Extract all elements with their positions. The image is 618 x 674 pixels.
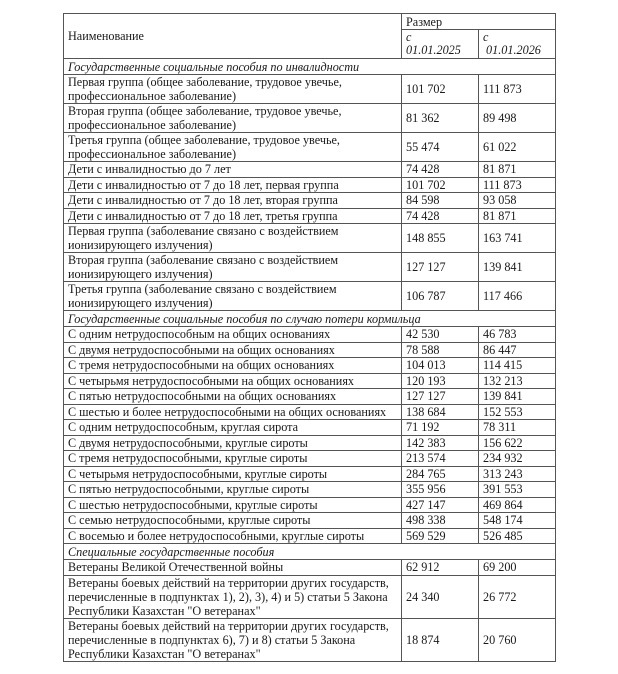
benefit-name: С четырьмя нетрудоспособными на общих основаниях [64,373,402,389]
benefit-name: С двумя нетрудоспособными на общих основаниях [64,342,402,358]
amount-2025: 284 765 [402,466,479,482]
benefit-name: Первая группа (заболевание связано с воздействием ионизирующего излучения) [64,224,402,253]
amount-2026: 78 311 [479,420,556,436]
amount-2025: 127 127 [402,253,479,282]
table-row [64,224,556,253]
amount-2026: 152 553 [479,404,556,420]
benefit-name: С шестью нетрудоспособными, круглые сироты [64,497,402,513]
amount-2025: 569 529 [402,528,479,544]
table-row [64,193,556,209]
amount-2026: 234 932 [479,451,556,467]
benefit-name: С пятью нетрудоспособными, круглые сироты [64,482,402,498]
benefit-name: Дети с инвалидностью от 7 до 18 лет, вторая группа [64,193,402,209]
amount-2025: 427 147 [402,497,479,513]
benefit-name: С пятью нетрудоспособными на общих основаниях [64,389,402,405]
table-row [64,466,556,482]
amount-2026: 117 466 [479,282,556,311]
amount-2026: 81 871 [479,208,556,224]
benefit-name: Ветераны боевых действий на территории других государств, перечисленные в подпунктах 6), 7) и 8) статьи 5 Закона Республики Казахстан "О ветеранах" [64,618,402,661]
amount-2025: 42 530 [402,327,479,343]
benefit-name: С шестью и более нетрудоспособными на общих основаниях [64,404,402,420]
amount-2026: 61 022 [479,133,556,162]
amount-2025: 355 956 [402,482,479,498]
amount-2025: 101 702 [402,177,479,193]
header-name: Наименование [64,14,402,59]
amount-2026: 313 243 [479,466,556,482]
header-date-2025 [402,30,479,59]
table-row [64,208,556,224]
amount-2025: 74 428 [402,162,479,178]
amount-2025: 55 474 [402,133,479,162]
table-row [64,358,556,374]
table-row [64,177,556,193]
amount-2026: 114 415 [479,358,556,374]
benefit-name: С одним нетрудоспособным на общих основаниях [64,327,402,343]
benefit-name: Дети с инвалидностью до 7 лет [64,162,402,178]
amount-2026: 132 213 [479,373,556,389]
table-row [64,282,556,311]
section-title: Специальные государственные пособия [64,544,556,560]
benefit-name: Дети с инвалидностью от 7 до 18 лет, первая группа [64,177,402,193]
amount-2026: 391 553 [479,482,556,498]
amount-2025: 120 193 [402,373,479,389]
table-row [64,133,556,162]
amount-2026: 111 873 [479,75,556,104]
amount-2026: 20 760 [479,618,556,661]
benefit-name: Дети с инвалидностью от 7 до 18 лет, третья группа [64,208,402,224]
table-row [64,618,556,661]
table-row [64,420,556,436]
amount-2025: 106 787 [402,282,479,311]
table-row [64,104,556,133]
benefit-name: С одним нетрудоспособным, круглая сирота [64,420,402,436]
table-row [64,560,556,576]
amount-2025: 498 338 [402,513,479,529]
date-prefix: с [406,30,412,44]
amount-2025: 71 192 [402,420,479,436]
table-row [64,327,556,343]
amount-2025: 62 912 [402,560,479,576]
amount-2025: 18 874 [402,618,479,661]
header-date-2026 [479,30,556,59]
table-row [64,435,556,451]
benefit-name: С четырьмя нетрудоспособными, круглые сироты [64,466,402,482]
table-body [64,59,556,662]
amount-2026: 469 864 [479,497,556,513]
amount-2025: 78 588 [402,342,479,358]
table-row [64,404,556,420]
amount-2026: 111 873 [479,177,556,193]
date-value: 01.01.2025 [406,43,461,57]
table-row [64,482,556,498]
amount-2026: 156 622 [479,435,556,451]
table-row [64,75,556,104]
benefit-name: Ветераны боевых действий на территории других государств, перечисленные в подпунктах 1), 2), 3), 4) и 5) статьи 5 Закона Республики Казахстан "О ветеранах" [64,575,402,618]
amount-2026: 26 772 [479,575,556,618]
amount-2025: 74 428 [402,208,479,224]
benefit-name: С тремя нетрудоспособными на общих основаниях [64,358,402,374]
benefit-name: Вторая группа (общее заболевание, трудовое увечье, профессиональное заболевание) [64,104,402,133]
amount-2025: 81 362 [402,104,479,133]
amount-2025: 138 684 [402,404,479,420]
section-header-row [64,544,556,560]
amount-2026: 139 841 [479,389,556,405]
amount-2026: 526 485 [479,528,556,544]
benefit-name: С тремя нетрудоспособными, круглые сироты [64,451,402,467]
header-size: Размер [402,14,556,30]
amount-2026: 548 174 [479,513,556,529]
amount-2026: 139 841 [479,253,556,282]
benefit-name: С семью нетрудоспособными, круглые сироты [64,513,402,529]
amount-2026: 46 783 [479,327,556,343]
benefit-name: Ветераны Великой Отечественной войны [64,560,402,576]
date-prefix: с [483,30,489,44]
amount-2025: 84 598 [402,193,479,209]
table-row [64,162,556,178]
amount-2026: 89 498 [479,104,556,133]
amount-2026: 81 871 [479,162,556,178]
table-row [64,497,556,513]
table-row [64,389,556,405]
date-value: 01.01.2026 [486,43,541,57]
table-row [64,253,556,282]
amount-2026: 69 200 [479,560,556,576]
amount-2025: 142 383 [402,435,479,451]
benefit-name: Третья группа (заболевание связано с воздействием ионизирующего излучения) [64,282,402,311]
amount-2025: 104 013 [402,358,479,374]
benefits-table [63,13,556,662]
section-header-row [64,311,556,327]
benefit-name: С двумя нетрудоспособными, круглые сироты [64,435,402,451]
amount-2025: 148 855 [402,224,479,253]
amount-2026: 163 741 [479,224,556,253]
amount-2025: 213 574 [402,451,479,467]
table-row [64,528,556,544]
benefit-name: Первая группа (общее заболевание, трудовое увечье, профессиональное заболевание) [64,75,402,104]
amount-2025: 101 702 [402,75,479,104]
table-row [64,373,556,389]
benefit-name: Вторая группа (заболевание связано с воздействием ионизирующего излучения) [64,253,402,282]
section-title: Государственные социальные пособия по случаю потери кормильца [64,311,556,327]
amount-2025: 24 340 [402,575,479,618]
table-row [64,451,556,467]
section-title: Государственные социальные пособия по инвалидности [64,59,556,75]
amount-2026: 86 447 [479,342,556,358]
table-row [64,342,556,358]
section-header-row [64,59,556,75]
amount-2025: 127 127 [402,389,479,405]
table-row [64,575,556,618]
benefit-name: Третья группа (общее заболевание, трудовое увечье, профессиональное заболевание) [64,133,402,162]
amount-2026: 93 058 [479,193,556,209]
table-row [64,513,556,529]
benefit-name: С восемью и более нетрудоспособными, круглые сироты [64,528,402,544]
